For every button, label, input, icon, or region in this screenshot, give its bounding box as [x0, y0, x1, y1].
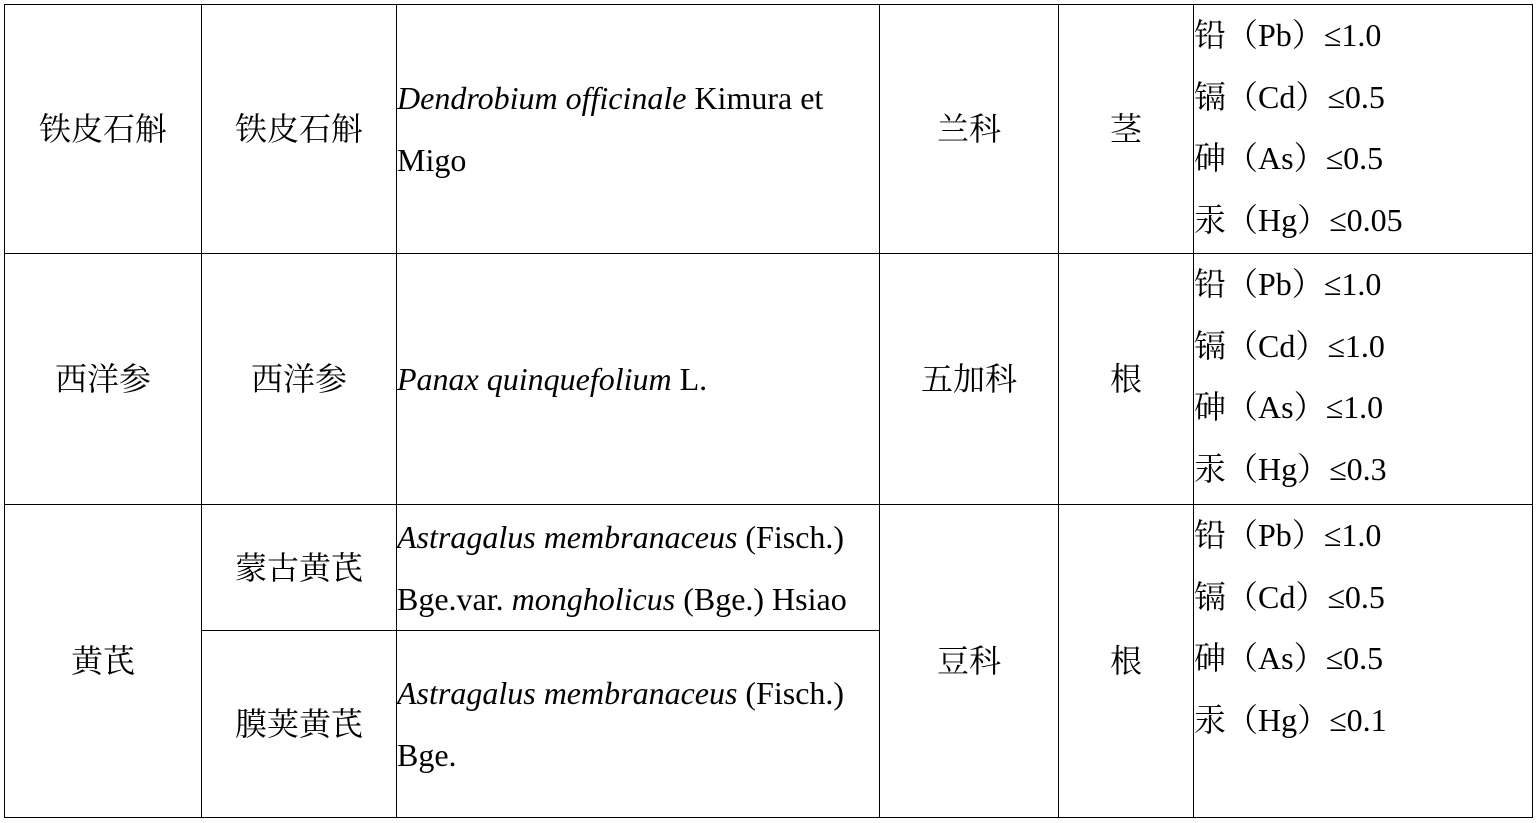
- herb-heavy-metal-table: [4, 4, 1533, 818]
- latin-binomial: Dendrobium officinale: [397, 80, 687, 116]
- latin-binomial: Astragalus membranaceus: [397, 518, 738, 555]
- limit-lead: 铅（Pb）≤1.0: [1194, 517, 1382, 553]
- latin-authority: L.: [671, 361, 708, 397]
- latin-authority: (Fisch.) Bge.var.: [397, 518, 845, 617]
- limit-arsenic: 砷（As）≤0.5: [1194, 140, 1384, 176]
- table-row: [5, 5, 1533, 254]
- limit-arsenic: 砷（As）≤0.5: [1194, 640, 1384, 676]
- latin-authority: Kimura et Migo: [397, 80, 824, 178]
- limit-arsenic: 砷（As）≤1.0: [1194, 389, 1384, 425]
- limit-mercury: 汞（Hg）≤0.3: [1194, 450, 1387, 487]
- medicinal-part-cell: 根: [1059, 505, 1194, 818]
- limit-cadmium: 镉（Cd）≤0.5: [1194, 578, 1385, 615]
- species-name-cell: 蒙古黄芪: [202, 505, 397, 631]
- species-name-cell: 西洋参: [202, 254, 397, 505]
- heavy-metal-limits-cell: [1194, 5, 1533, 254]
- family-cell: 豆科: [880, 505, 1059, 818]
- medicinal-part-cell: 根: [1059, 254, 1194, 505]
- herb-name-cell: 铁皮石斛: [5, 5, 202, 254]
- heavy-metal-limits-cell: [1194, 505, 1533, 818]
- species-name-cell: 膜荚黄芪: [202, 631, 397, 818]
- latin-name-cell: [397, 254, 880, 505]
- limit-lead: 铅（Pb）≤1.0: [1194, 17, 1382, 53]
- heavy-metal-limits-cell: [1194, 254, 1533, 505]
- latin-name-cell: [397, 5, 880, 254]
- limit-cadmium: 镉（Cd）≤1.0: [1194, 327, 1385, 364]
- herb-name-cell: 西洋参: [5, 254, 202, 505]
- family-cell: 五加科: [880, 254, 1059, 505]
- limit-cadmium: 镉（Cd）≤0.5: [1194, 78, 1385, 115]
- family-cell: 兰科: [880, 5, 1059, 254]
- medicinal-part-cell: 茎: [1059, 5, 1194, 254]
- latin-authority: (Fisch.) Bge.: [397, 675, 845, 773]
- latin-name-cell: [397, 505, 880, 631]
- latin-name-cell: [397, 631, 880, 818]
- latin-variety-authority: (Bge.) Hsiao: [675, 580, 847, 617]
- table-row: [5, 505, 1533, 631]
- herb-name-cell: 黄芪: [5, 505, 202, 818]
- latin-binomial: Astragalus membranaceus: [397, 675, 738, 711]
- limit-mercury: 汞（Hg）≤0.1: [1194, 701, 1387, 738]
- latin-binomial: Panax quinquefolium: [397, 361, 672, 397]
- limit-mercury: 汞（Hg）≤0.05: [1194, 201, 1403, 238]
- latin-variety: mongholicus: [511, 580, 676, 617]
- species-name-cell: 铁皮石斛: [202, 5, 397, 254]
- table-row: [5, 254, 1533, 505]
- limit-lead: 铅（Pb）≤1.0: [1194, 266, 1382, 302]
